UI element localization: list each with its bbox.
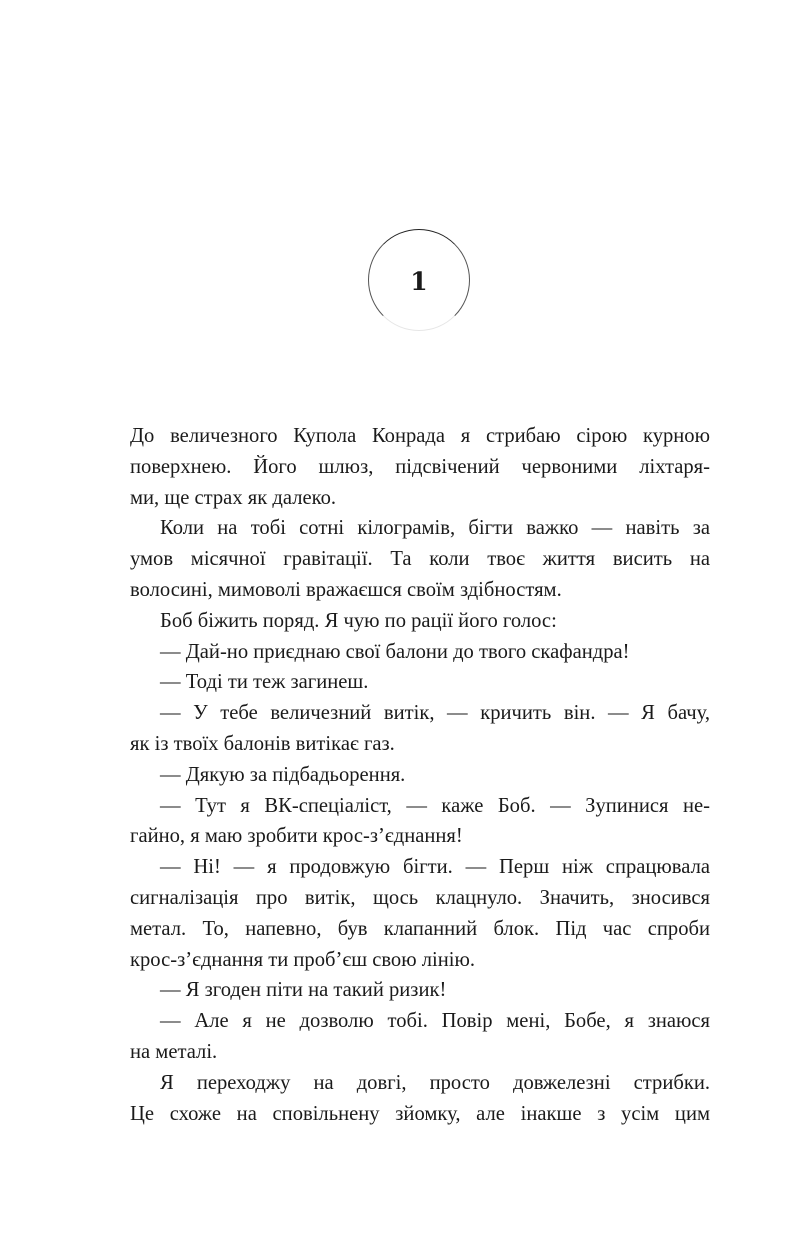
text-line: Коли на тобі сотні кілограмів, бігти важко — навіть за: [160, 517, 710, 540]
text-line: сигналізація про витік, щось клацнуло. Значить, зносився: [130, 886, 710, 909]
text-line: До величезного Купола Конрада я стрибаю сірою курною: [130, 425, 710, 447]
text-line: волосині, мимоволі вражаєшся своїм здібностям.: [130, 578, 562, 601]
text-line: — Я згоден піти на такий ризик!: [160, 979, 447, 1002]
text-line: Це схоже на сповільнену зйомку, але інакше з усім цим: [130, 1102, 710, 1125]
text-line: Я переходжу на довгі, просто довжелезні стрибки.: [160, 1071, 710, 1094]
text-line: на металі.: [130, 1040, 218, 1063]
text-line: — У тебе величезний витік, — кричить він. — Я бачу,: [160, 702, 710, 725]
text-line: ми, ще страх як далеко.: [130, 486, 337, 509]
text-line: метал. То, напевно, був клапанний блок. Під час спроби: [130, 917, 710, 940]
text-line: крос-з’єднання ти проб’єш свою лінію.: [130, 948, 476, 971]
text-line: умов місячної гравітації. Та коли твоє життя висить на: [130, 548, 710, 571]
text-line: — Дай-но приєднаю свої балони до твого скафандра!: [160, 640, 630, 663]
text-line: — Ні! — я продовжую бігти. — Перш ніж спрацювала: [160, 856, 710, 879]
body-text: [130, 421, 710, 1129]
text-line: поверхнею. Його шлюз, підсвічений червоними ліхтаря-: [130, 455, 710, 478]
text-line: — Тоді ти теж загинеш.: [160, 671, 369, 694]
chapter-number-badge: [368, 229, 470, 331]
text-line: — Але я не дозволю тобі. Повір мені, Бобе, я знаюся: [160, 1010, 710, 1033]
chapter-number: 1: [410, 267, 428, 296]
text-line: — Тут я ВК-спеціаліст, — каже Боб. — Зупинися не-: [160, 794, 710, 817]
text-line: Боб біжить поряд. Я чую по рації його голос:: [160, 609, 557, 632]
text-line: як із твоїх балонів витікає газ.: [130, 732, 395, 755]
text-line: — Дякую за підбадьорення.: [160, 763, 406, 786]
text-line: гайно, я маю зробити крос-з’єднання!: [130, 825, 463, 848]
